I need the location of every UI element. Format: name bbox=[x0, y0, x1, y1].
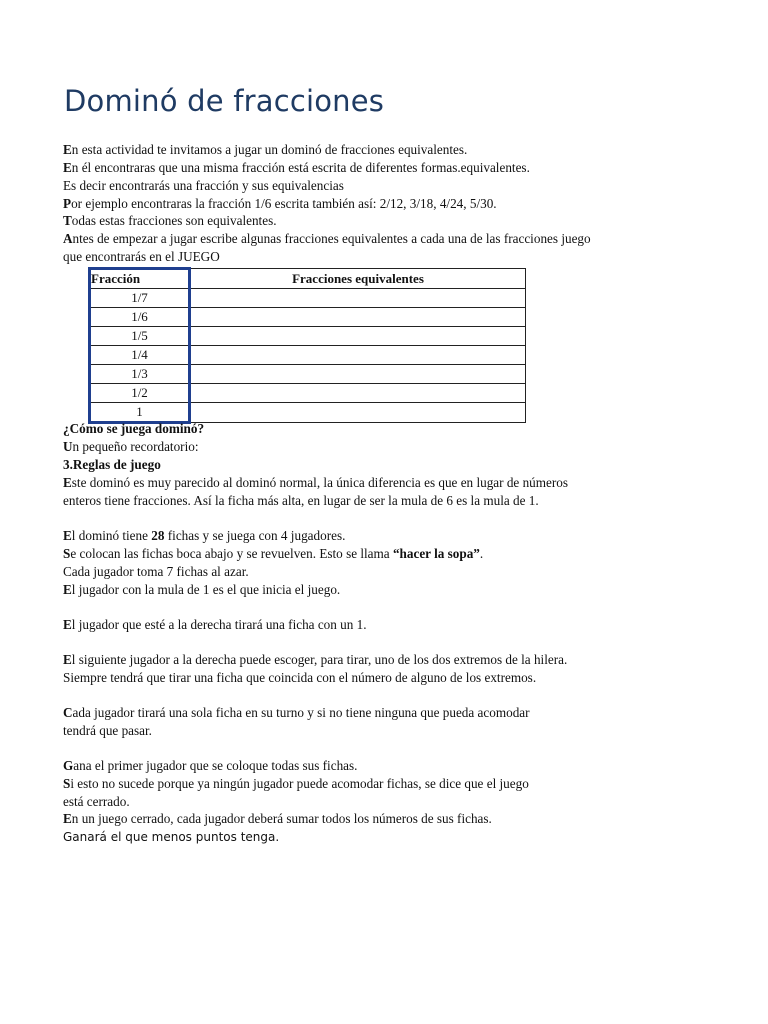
rules-p6-line-1: Gana el primer jugador que se coloque todas sus fichas. bbox=[63, 758, 358, 773]
intro-line-3: Es decir encontrarás una fracción y sus equivalencias bbox=[63, 178, 344, 193]
rules-p4-line-2: Siempre tendrá que tirar una ficha que coincida con el número de alguno de los extremos. bbox=[63, 670, 537, 685]
table-header-row bbox=[90, 269, 526, 289]
rules-p6-line-3: está cerrado. bbox=[63, 794, 130, 809]
column-header-fraction: Fracción bbox=[90, 269, 190, 289]
intro-line-6: Antes de empezar a jugar escribe algunas fracciones equivalentes a cada una de las fracciones juego bbox=[63, 231, 591, 246]
equivalents-cell[interactable] bbox=[190, 346, 526, 365]
fraction-cell: 1/4 bbox=[90, 346, 190, 365]
table-row bbox=[90, 327, 526, 346]
intro-line-5: Todas estas fracciones son equivalentes. bbox=[63, 213, 277, 228]
table-row bbox=[90, 289, 526, 308]
fractions-table bbox=[88, 267, 526, 424]
rules-p4-line-1: El siguiente jugador a la derecha puede escoger, para tirar, uno de los dos extremos de la hilera. bbox=[63, 652, 568, 667]
equivalents-cell[interactable] bbox=[190, 384, 526, 403]
rules-p2-line-1: El dominó tiene 28 fichas y se juega con 4 jugadores. bbox=[63, 528, 346, 543]
equivalents-cell[interactable] bbox=[190, 327, 526, 346]
rules-p2-line-4: El jugador con la mula de 1 es el que inicia el juego. bbox=[63, 582, 341, 597]
rules-p6-line-4: En un juego cerrado, cada jugador deberá sumar todos los números de sus fichas. bbox=[63, 811, 492, 826]
table-row bbox=[90, 308, 526, 327]
equivalents-cell[interactable] bbox=[190, 403, 526, 423]
intro-line-7: que encontrarás en el JUEGO bbox=[63, 249, 220, 264]
equivalents-cell[interactable] bbox=[190, 308, 526, 327]
rules-p6-line-2: Si esto no sucede porque ya ningún jugador puede acomodar fichas, se dice que el juego bbox=[63, 776, 529, 791]
equivalents-cell[interactable] bbox=[190, 365, 526, 384]
rules-p5-line-2: tendrá que pasar. bbox=[63, 723, 152, 738]
column-header-equivalents: Fracciones equivalentes bbox=[190, 269, 526, 289]
rules-p5-line-1: Cada jugador tirará una sola ficha en su turno y si no tiene ninguna que pueda acomodar bbox=[63, 705, 530, 720]
fraction-cell: 1 bbox=[90, 403, 190, 423]
rules-p2-line-2: Se colocan las fichas boca abajo y se revuelven. Esto se llama “hacer la sopa”. bbox=[63, 546, 484, 561]
table-row bbox=[90, 365, 526, 384]
fraction-cell: 1/3 bbox=[90, 365, 190, 384]
equivalents-cell[interactable] bbox=[190, 289, 526, 308]
intro-line-2: En él encontraras que una misma fracción está escrita de diferentes formas.equivalentes. bbox=[63, 160, 530, 175]
fraction-cell: 1/7 bbox=[90, 289, 190, 308]
table-row bbox=[90, 346, 526, 365]
rules-p2-line-3: Cada jugador toma 7 fichas al azar. bbox=[63, 564, 249, 579]
rules-p1-line-2: enteros tiene fracciones. Así la ficha más alta, en lugar de ser la mula de 6 es la mula de 1. bbox=[63, 493, 539, 508]
fraction-cell: 1/5 bbox=[90, 327, 190, 346]
fraction-cell: 1/2 bbox=[90, 384, 190, 403]
fraction-cell: 1/6 bbox=[90, 308, 190, 327]
rules-p6-line-5: Ganará el que menos puntos tenga. bbox=[63, 830, 280, 844]
how-to-play-question: ¿Cómo se juega dominó? bbox=[63, 421, 205, 436]
intro-line-4: Por ejemplo encontraras la fracción 1/6 escrita también así: 2/12, 3/18, 4/24, 5/30. bbox=[63, 196, 497, 211]
reminder-line: Un pequeño recordatorio: bbox=[63, 439, 199, 454]
rules-heading: 3.Reglas de juego bbox=[63, 457, 161, 472]
page-title: Dominó de fracciones bbox=[64, 84, 385, 118]
intro-line-1: En esta actividad te invitamos a jugar un dominó de fracciones equivalentes. bbox=[63, 142, 468, 157]
rules-p3-line: El jugador que esté a la derecha tirará una ficha con un 1. bbox=[63, 617, 367, 632]
rules-p1-line-1: Este dominó es muy parecido al dominó normal, la única diferencia es que en lugar de números bbox=[63, 475, 569, 490]
table-row bbox=[90, 384, 526, 403]
